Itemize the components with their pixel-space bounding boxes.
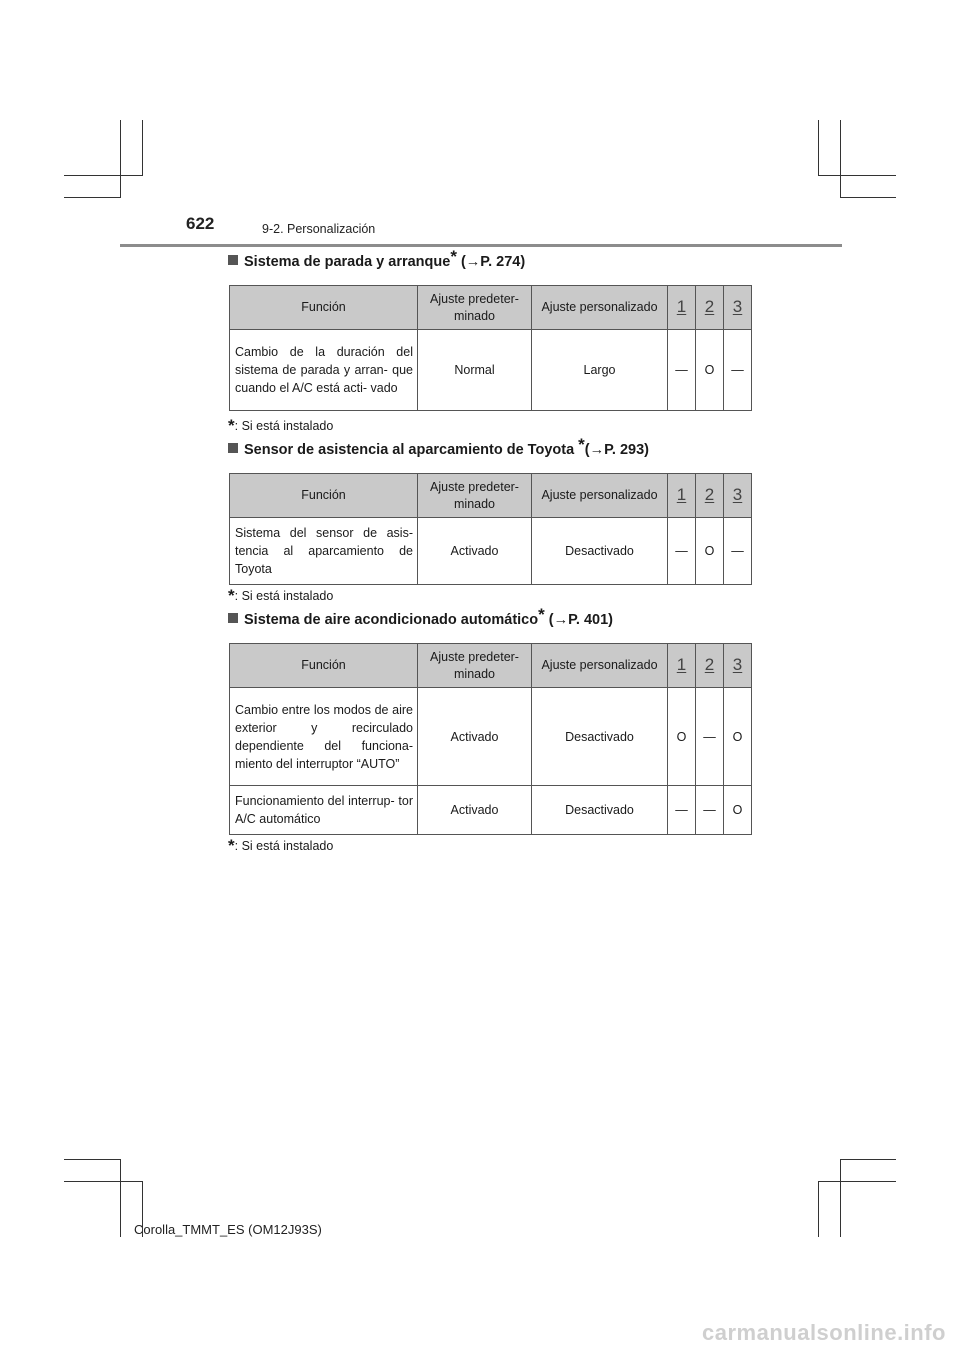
method-1-mark: O bbox=[668, 688, 696, 786]
footnote: *: Si está instalado bbox=[228, 836, 334, 855]
method-2-mark: — bbox=[696, 688, 724, 786]
settings-table-parking-sensor bbox=[229, 473, 752, 585]
crop-mark bbox=[840, 197, 896, 198]
square-bullet-icon bbox=[228, 443, 238, 453]
page-reference-link[interactable]: (→P. 274) bbox=[456, 254, 526, 270]
method-3-mark: — bbox=[724, 330, 752, 411]
asterisk-icon: * bbox=[228, 836, 235, 855]
asterisk-icon: * bbox=[538, 605, 545, 624]
column-header-method-1: 1 bbox=[668, 644, 696, 688]
column-header-custom: Ajuste personalizado bbox=[532, 474, 668, 518]
column-header-method-3: 3 bbox=[724, 644, 752, 688]
column-header-function: Función bbox=[230, 286, 418, 330]
column-header-method-1: 1 bbox=[668, 474, 696, 518]
column-header-default: Ajuste predeter- minado bbox=[418, 644, 532, 688]
page-reference-link[interactable]: (→P. 401) bbox=[544, 612, 613, 628]
heading-title: Sistema de aire acondicionado automático bbox=[244, 612, 539, 628]
method-1-mark: — bbox=[668, 518, 696, 585]
method-2-mark: O bbox=[696, 518, 724, 585]
crop-mark bbox=[818, 175, 896, 176]
crop-mark bbox=[120, 1159, 121, 1237]
square-bullet-icon bbox=[228, 613, 238, 623]
footnote: *: Si está instalado bbox=[228, 416, 334, 435]
default-value: Normal bbox=[418, 330, 532, 411]
column-header-method-1: 1 bbox=[668, 286, 696, 330]
method-3-mark: O bbox=[724, 688, 752, 786]
column-header-default: Ajuste predeter- minado bbox=[418, 474, 532, 518]
table-row bbox=[230, 518, 752, 585]
crop-mark bbox=[120, 120, 121, 198]
function-cell: Cambio entre los modos de aire exterior y recirculado dependiente del funciona- miento del interruptor “AUTO” bbox=[230, 688, 418, 786]
crop-mark bbox=[818, 1181, 896, 1182]
crop-mark bbox=[142, 120, 143, 176]
header-divider bbox=[120, 244, 842, 247]
crop-mark bbox=[64, 1181, 142, 1182]
column-header-function: Función bbox=[230, 474, 418, 518]
function-cell: Sistema del sensor de asis- tencia al aparcamiento de Toyota bbox=[230, 518, 418, 585]
crop-mark bbox=[818, 1181, 819, 1237]
footnote: *: Si está instalado bbox=[228, 586, 334, 605]
crop-mark bbox=[64, 197, 120, 198]
column-header-method-2: 2 bbox=[696, 474, 724, 518]
table-row bbox=[230, 786, 752, 835]
settings-table-stop-start bbox=[229, 285, 752, 411]
crop-mark bbox=[840, 1159, 896, 1160]
custom-value: Desactivado bbox=[532, 786, 668, 835]
custom-value: Desactivado bbox=[532, 688, 668, 786]
column-header-default: Ajuste predeter- minado bbox=[418, 286, 532, 330]
table-row bbox=[230, 330, 752, 411]
method-1-mark: — bbox=[668, 330, 696, 411]
function-cell: Funcionamiento del interrup- tor A/C automático bbox=[230, 786, 418, 835]
crop-mark bbox=[64, 1159, 120, 1160]
asterisk-icon: * bbox=[228, 416, 235, 435]
settings-table-auto-ac bbox=[229, 643, 752, 835]
default-value: Activado bbox=[418, 786, 532, 835]
default-value: Activado bbox=[418, 518, 532, 585]
section-heading-stop-start bbox=[228, 247, 526, 270]
asterisk-icon: * bbox=[228, 586, 235, 605]
asterisk-icon: * bbox=[578, 435, 585, 454]
square-bullet-icon bbox=[228, 255, 238, 265]
column-header-method-2: 2 bbox=[696, 644, 724, 688]
crop-mark bbox=[840, 1159, 841, 1237]
column-header-method-3: 3 bbox=[724, 474, 752, 518]
custom-value: Desactivado bbox=[532, 518, 668, 585]
function-cell: Cambio de la duración del sistema de parada y arran- que cuando el A/C está acti- vado bbox=[230, 330, 418, 411]
crop-mark bbox=[840, 120, 841, 198]
method-3-mark: — bbox=[724, 518, 752, 585]
watermark: carmanualsonline.info bbox=[702, 1320, 946, 1345]
crop-mark bbox=[64, 175, 142, 176]
table-row bbox=[230, 688, 752, 786]
column-header-method-2: 2 bbox=[696, 286, 724, 330]
method-3-mark: O bbox=[724, 786, 752, 835]
method-1-mark: — bbox=[668, 786, 696, 835]
crop-mark bbox=[818, 120, 819, 176]
method-2-mark: — bbox=[696, 786, 724, 835]
asterisk-icon: * bbox=[450, 247, 457, 266]
page-number: 622 bbox=[186, 214, 215, 233]
column-header-method-3: 3 bbox=[724, 286, 752, 330]
default-value: Activado bbox=[418, 688, 532, 786]
footer-model-code: Corolla_TMMT_ES (OM12J93S) bbox=[134, 1222, 322, 1237]
method-2-mark: O bbox=[696, 330, 724, 411]
custom-value: Largo bbox=[532, 330, 668, 411]
heading-title: Sensor de asistencia al aparcamiento de Toyota bbox=[244, 442, 579, 458]
section-title: 9-2. Personalización bbox=[262, 222, 376, 236]
section-heading-parking-sensor bbox=[228, 435, 650, 458]
column-header-custom: Ajuste personalizado bbox=[532, 286, 668, 330]
column-header-function: Función bbox=[230, 644, 418, 688]
column-header-custom: Ajuste personalizado bbox=[532, 644, 668, 688]
section-heading-auto-ac bbox=[228, 605, 613, 628]
heading-title: Sistema de parada y arranque bbox=[244, 254, 451, 270]
page-reference-link[interactable]: (→P. 293) bbox=[584, 442, 650, 458]
